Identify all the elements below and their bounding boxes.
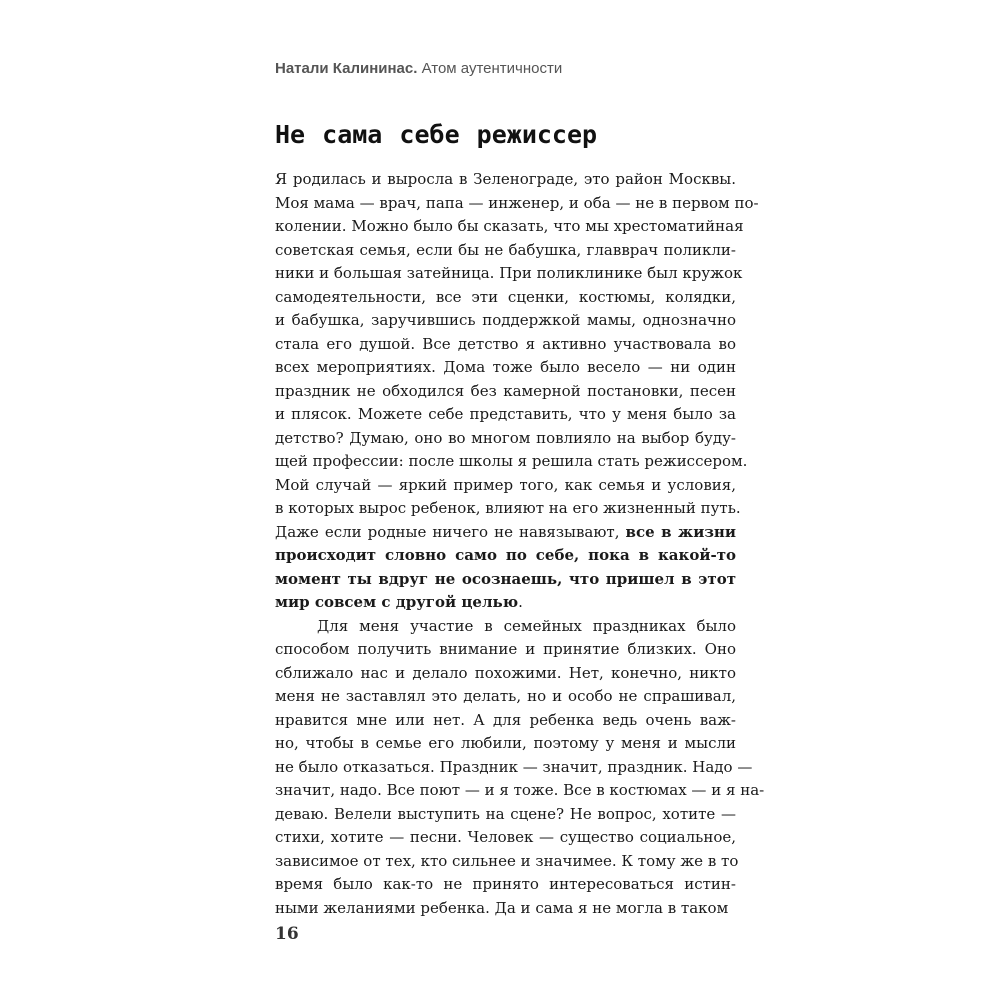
text-segment: Для меня участие в семейных праздниках было xyxy=(317,616,736,635)
text-line xyxy=(275,262,743,286)
text-segment: стала его душой. Все детство я активно участвовала во xyxy=(275,334,736,353)
text-line xyxy=(275,333,736,357)
text-line xyxy=(275,239,736,263)
text-line xyxy=(275,638,736,662)
text-segment: праздник не обходился без камерной постановки, песен xyxy=(275,381,736,400)
text-line xyxy=(275,427,736,451)
text-segment: . xyxy=(518,593,523,611)
text-segment: способом получить внимание и принятие близких. Оно xyxy=(275,640,736,658)
text-line xyxy=(275,873,736,897)
text-line xyxy=(275,521,736,545)
text-segment: и бабушка, заручившись поддержкой мамы, однозначно xyxy=(275,311,736,329)
text-segment: советская семья, если бы не бабушка, главврач поликли- xyxy=(275,240,736,259)
text-segment: Я родилась и выросла в Зеленограде, это район Москвы. xyxy=(275,170,736,188)
text-line xyxy=(275,544,736,568)
text-line xyxy=(275,286,736,310)
text-segment: ными желаниями ребенка. Да и сама я не могла в таком xyxy=(275,898,729,917)
text-line xyxy=(275,192,759,216)
bold-text: все в жизни xyxy=(625,522,736,541)
text-segment: Моя мама — врач, папа — инженер, и оба — не в первом по- xyxy=(275,193,759,212)
header-author: Натали Калининас. xyxy=(275,60,418,77)
text-line xyxy=(275,591,736,615)
text-line xyxy=(275,685,736,709)
text-line xyxy=(275,850,739,874)
text-segment: значит, надо. Все поют — и я тоже. Все в костюмах — и я на- xyxy=(275,781,765,799)
bold-text: момент ты вдруг не осознаешь, что пришел в этот xyxy=(275,569,736,588)
paragraph xyxy=(275,615,765,921)
text-line xyxy=(275,662,736,686)
text-line xyxy=(275,497,741,521)
chapter-title: Не сама себе режиссер xyxy=(275,120,598,149)
text-line xyxy=(275,309,736,333)
text-segment: детство? Думаю, оно во многом повлияло на выбор буду- xyxy=(275,428,736,447)
text-segment: в которых вырос ребенок, влияют на его жизненный путь. xyxy=(275,499,741,517)
text-line xyxy=(275,732,736,756)
body-text xyxy=(275,168,765,920)
text-segment: Мой случай — яркий пример того, как семья и условия, xyxy=(275,475,736,494)
page-number: 16 xyxy=(275,924,299,944)
text-segment: щей профессии: после школы я решила стать режиссером. xyxy=(275,452,748,470)
text-line xyxy=(275,568,736,592)
text-segment: не было отказаться. Праздник — значит, праздник. Надо — xyxy=(275,757,753,776)
bold-text: происходит словно само по себе, пока в какой-то xyxy=(275,546,736,564)
paragraph xyxy=(275,168,759,615)
text-segment: всех мероприятиях. Дома тоже было весело — ни один xyxy=(275,358,736,376)
text-segment: стихи, хотите — песни. Человек — существо социальное, xyxy=(275,828,736,846)
text-line xyxy=(275,779,765,803)
text-segment: но, чтобы в семье его любили, поэтому у меня и мысли xyxy=(275,734,736,752)
text-line xyxy=(275,803,736,827)
header-book-title: Атом аутентичности xyxy=(421,60,563,77)
text-segment: и плясок. Можете себе представить, что у меня было за xyxy=(275,405,736,423)
bold-text: мир совсем с другой целью xyxy=(275,593,519,611)
text-segment: деваю. Велели выступить на сцене? Не вопрос, хотите — xyxy=(275,804,736,823)
text-line xyxy=(275,615,736,639)
text-segment: сближало нас и делало похожими. Нет, конечно, никто xyxy=(275,663,736,682)
text-line xyxy=(275,168,736,192)
text-line xyxy=(275,450,748,474)
text-segment: Даже если родные ничего не навязывают, xyxy=(275,522,626,541)
text-segment: время было как-то не принято интересоваться истин- xyxy=(275,875,736,893)
text-segment: колении. Можно было бы сказать, что мы хрестоматийная xyxy=(275,217,744,235)
text-line xyxy=(275,380,736,404)
text-line xyxy=(275,756,753,780)
text-line xyxy=(275,897,736,921)
text-line xyxy=(275,474,736,498)
text-line xyxy=(275,709,736,733)
text-segment: самодеятельности, все эти сценки, костюмы, колядки, xyxy=(275,287,736,306)
text-line xyxy=(275,356,736,380)
text-segment: ники и большая затейница. При поликлинике был кружок xyxy=(275,264,743,282)
text-segment: нравится мне или нет. А для ребенка ведь очень важ- xyxy=(275,710,736,729)
text-line xyxy=(275,826,736,850)
text-segment: зависимое от тех, кто сильнее и значимее. К тому же в то xyxy=(275,851,739,870)
text-line xyxy=(275,403,736,427)
running-header xyxy=(275,60,562,77)
text-line xyxy=(275,215,744,239)
text-segment: меня не заставлял это делать, но и особо не спрашивал, xyxy=(275,687,736,705)
